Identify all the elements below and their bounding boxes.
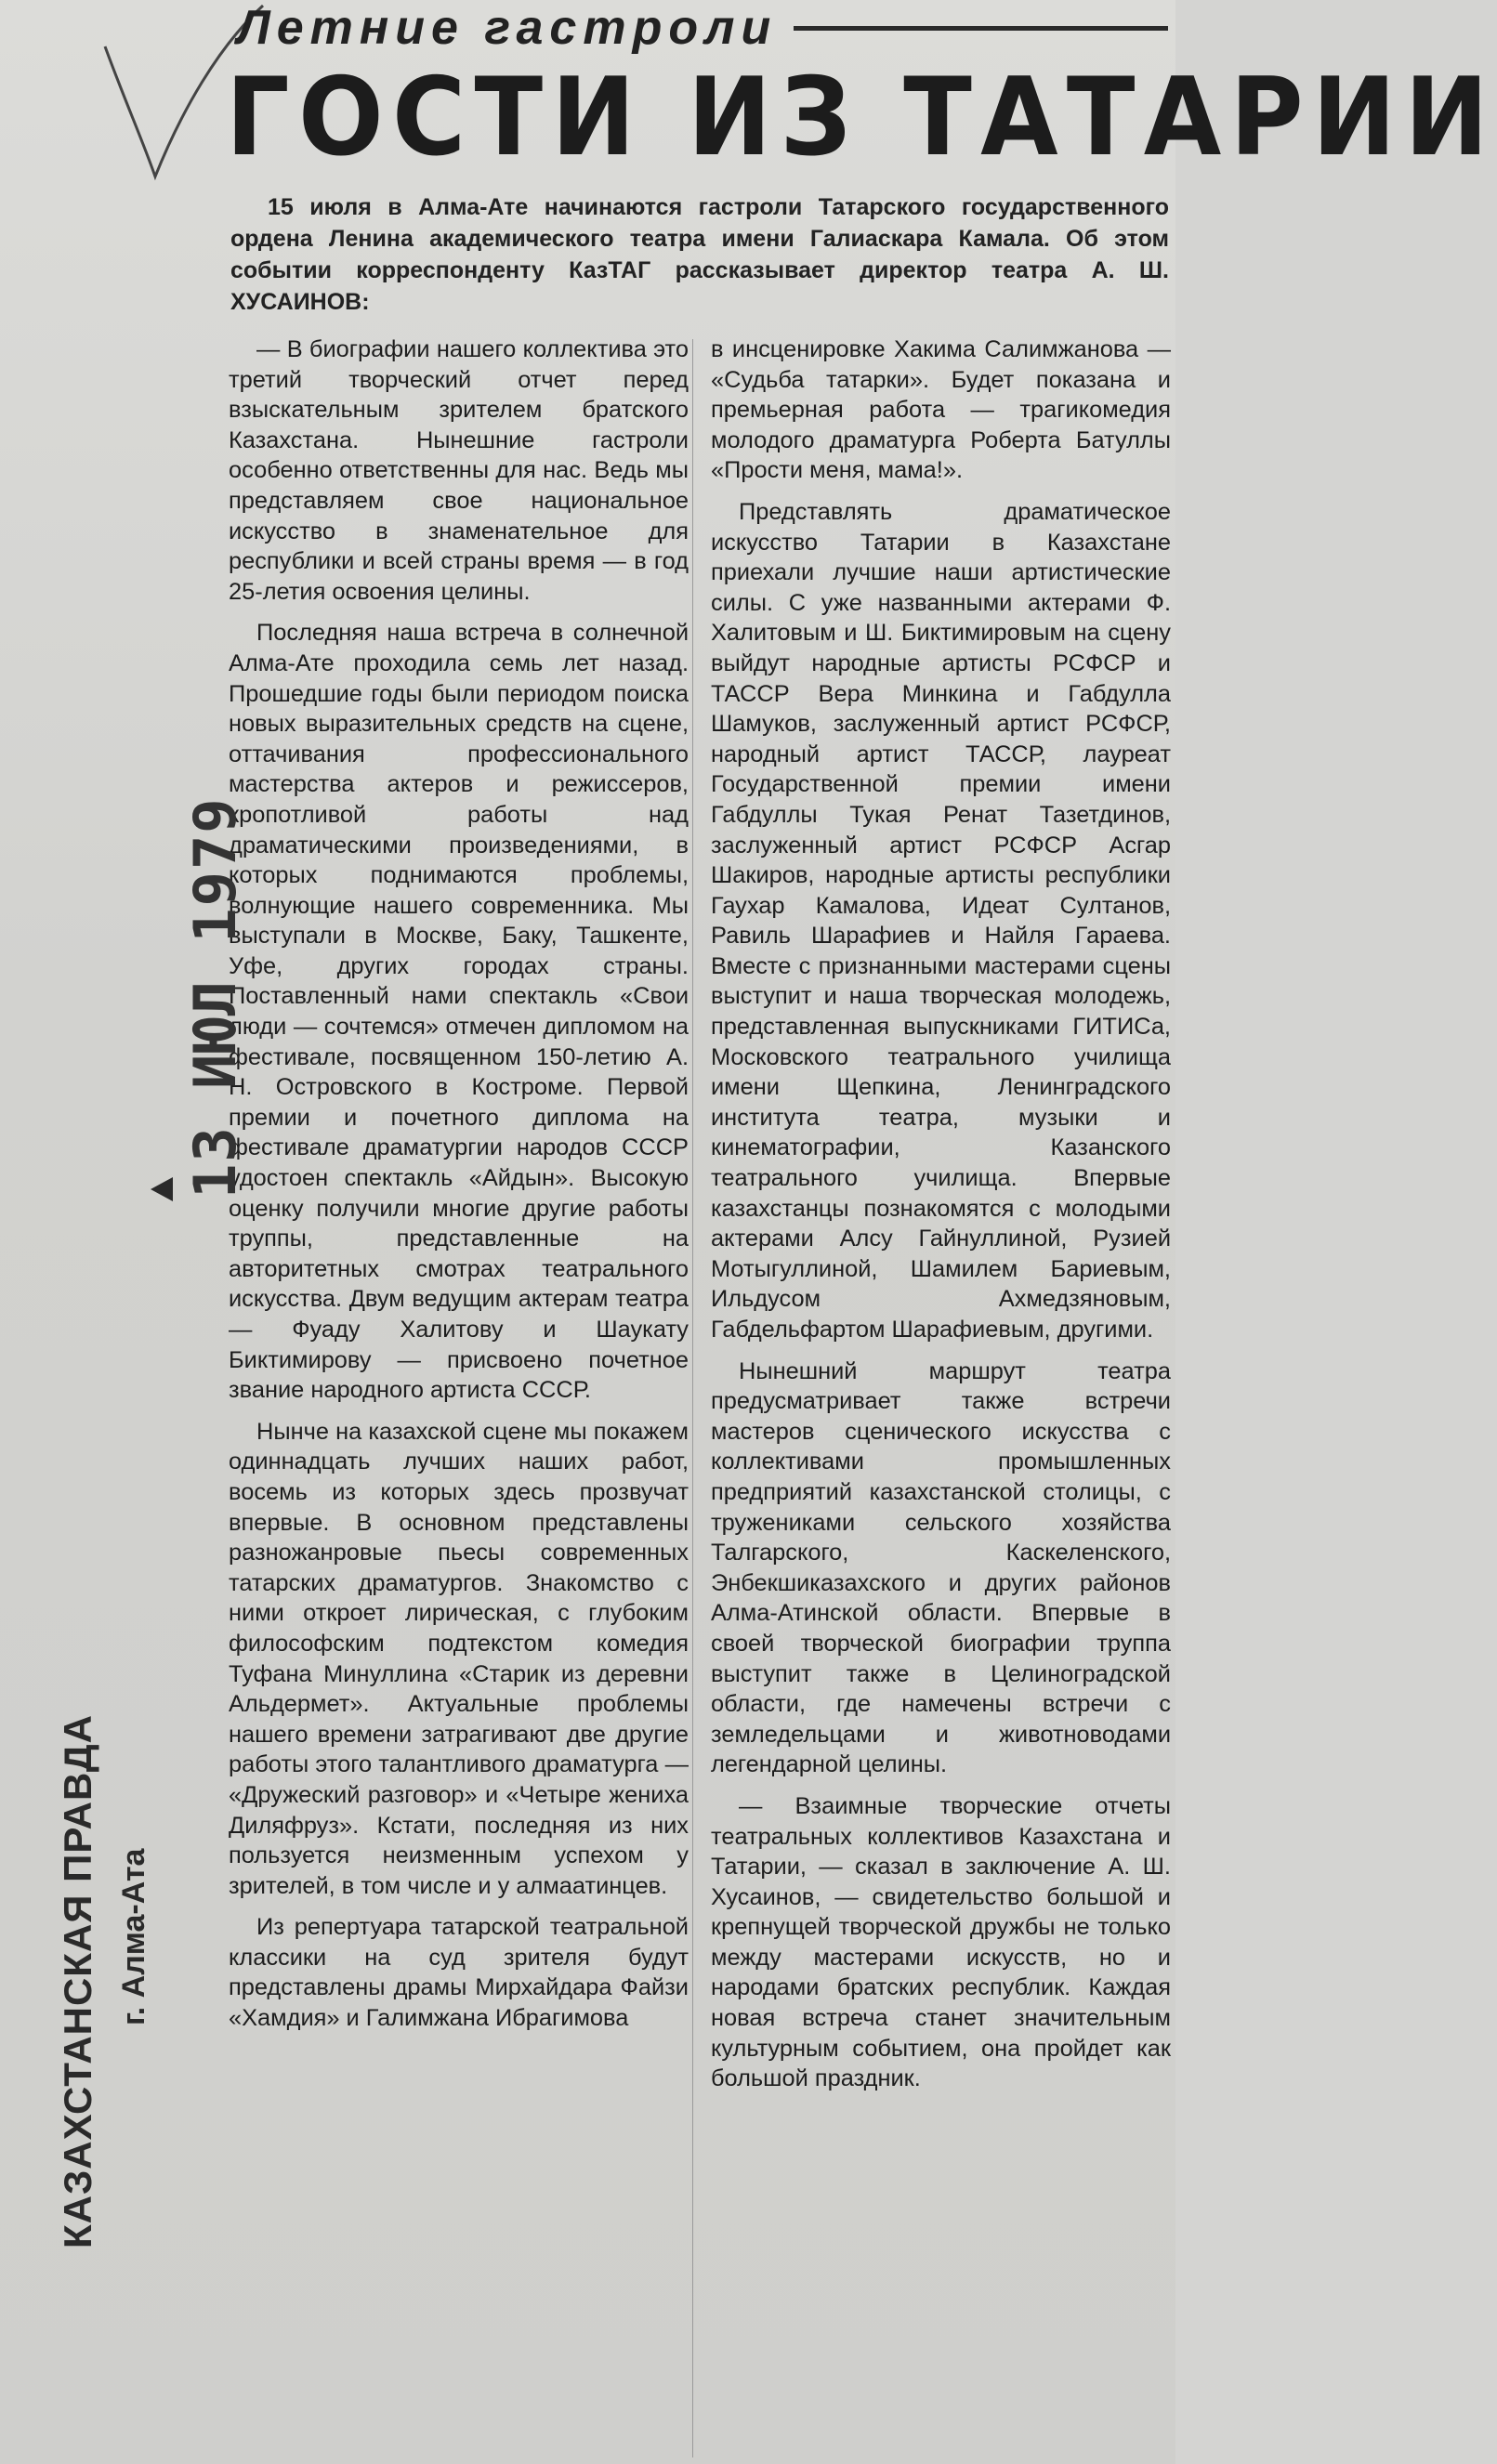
paragraph: Последняя наша встреча в солнечной Алма-Ате проходила семь лет назад. Прошедшие годы были периодом поиска новых выразительных средств на сцене, оттачивания профессионального мастерства актеров и режиссеров, кропотливой работы над драматическими произведениями, в которых поднимаются проблемы, волнующие нашего современника. Мы выступали в Москве, Баку, Ташкенте, Уфе, других городах страны. Поставленный нами спектакль «Свои люди — сочтемся» отмечен дипломом на фестивале, посвященном 150-летию А. Н. Островского в Костроме. Первой премии и почетного диплома на фестивале драматургии народов СССР удостоен спектакль «Айдын». Высокую оценку получили многие другие работы труппы, представленные на авторитетных смотрах театрального искусства. Двум ведущим актерам театра — Фуаду Халитову и Шаукату Биктимирову — присвоено почетное звание народного артиста СССР.	[229, 620, 689, 1404]
article-headline: ГОСТИ ИЗ ТАТАРИИ	[226, 55, 1497, 180]
article-column-right	[711, 334, 1171, 2105]
column-divider	[692, 339, 693, 2457]
article-kicker	[237, 0, 1175, 56]
paragraph: — В биографии нашего коллектива это третий творческий отчет перед взыскательным зрителем братского Казахстана. Нынешние гастроли особенно ответственны для нас. Ведь мы представляем свое национальное искусство в знаменательное для республики и всей страны время — в год 25-летия освоения целины.	[229, 336, 689, 605]
paragraph: Нынче на казахской сцене мы покажем одиннадцать лучших наших работ, восемь из которых здесь прозвучат впервые. В основном представлены разножанровые пьесы современных татарских драматургов. Знакомство с ними откроет лирическая, с глубоким философским подтекстом комедия Туфана Минуллина «Старик из деревни Альдермет». Актуальные проблемы нашего времени затрагивают две другие работы этого талантливого драматурга — «Дружеский разговор» и «Четыре жениха Диляфруз». Кстати, последняя из них пользуется неизменным успехом у зрителей, в том числе и у алмаатинцев.	[229, 1418, 689, 1899]
paragraph: Нынешний маршрут театра предусматривает также встречи мастеров сценического искусства с коллективами промышленных предприятий казахстанской столицы, с тружениками сельского хозяйства Талгарского, Каскеленского, Энбекшиказахского и других районов Алма-Атинской области. Впервые в своей творческой биографии труппа выступит также в Целиноградской области, где намечены встречи с земледельцами и животноводами легендарной целины.	[711, 1357, 1171, 1778]
source-stamp	[56, 1714, 154, 2248]
newspaper-city: г. Алма-Ата	[116, 1848, 151, 2025]
newspaper-name: КАЗАХСТАНСКАЯ ПРАВДА	[56, 1713, 99, 2248]
article-column-left	[229, 334, 689, 2045]
stamp-bullet-icon	[147, 1175, 175, 1203]
paragraph: Представлять драматическое искусство Татарии в Казахстане приехали лучшие наши артистические силы. С уже названными актерами Ф. Халитовым и Ш. Биктимировым на сцену выйдут народные артисты РСФСР и ТАССР Вера Минкина и Габдулла Шамуков, заслуженный артист РСФСР, народный артист ТАССР, лауреат Государственной премии имени Габдуллы Тукая Ренат Тазетдинов, заслуженный артист РСФСР Асгар Шакиров, народные артисты республики Гаухар Камалова, Идеат Султанов, Равиль Шарафиев и Найля Гараева. Вместе с признанными мастерами сцены выступит и наша творческая молодежь, представленная выпускниками ГИТИСа, Московского театрального училища имени Щепкина, Ленинградского института театра, музыки и кинематографии, Казанского театрального училища. Впервые казахстанцы познакомятся с молодыми актерами Алсу Гайнуллиной, Рузией Мотыгуллиной, Шамилем Бариевым, Ильдусом Ахмедзяновым, Габдельфартом Шарафиевым, другими.	[711, 498, 1171, 1343]
kicker-text: Летние гастроли	[237, 1, 778, 55]
paragraph: — Взаимные творческие отчеты театральных коллективов Казахстана и Татарии, — сказал в заключение А. Ш. Хусаинов, — свидетельство большой и крепнущей творческой дружбы не только между мастерами искусств, но и народами братских республик. Каждая новая встреча станет значительным культурным событием, она пройдет как большой праздник.	[711, 1792, 1171, 2092]
paragraph: Из репертуара татарской театральной классики на суд зрителя будут представлены драмы Мирхайдара Файзи «Хамдия» и Галимжана Ибрагимова	[229, 1914, 689, 2032]
article-lead: 15 июля в Алма-Ате начинаются гастроли Татарского государственного ордена Ленина академического театра имени Галиаскара Камала. Об этом событии корреспонденту КазТАГ рассказывает директор театра А. Ш. ХУСАИНОВ:	[230, 194, 1169, 315]
kicker-rule	[794, 26, 1168, 31]
date-stamp: 13 ИЮЛ 1979	[181, 796, 249, 1199]
paragraph: в инсценировке Хакима Салимжанова — «Судьба татарки». Будет показана и премьерная работа — трагикомедия молодого драматурга Роберта Батуллы «Прости меня, мама!».	[711, 336, 1171, 484]
